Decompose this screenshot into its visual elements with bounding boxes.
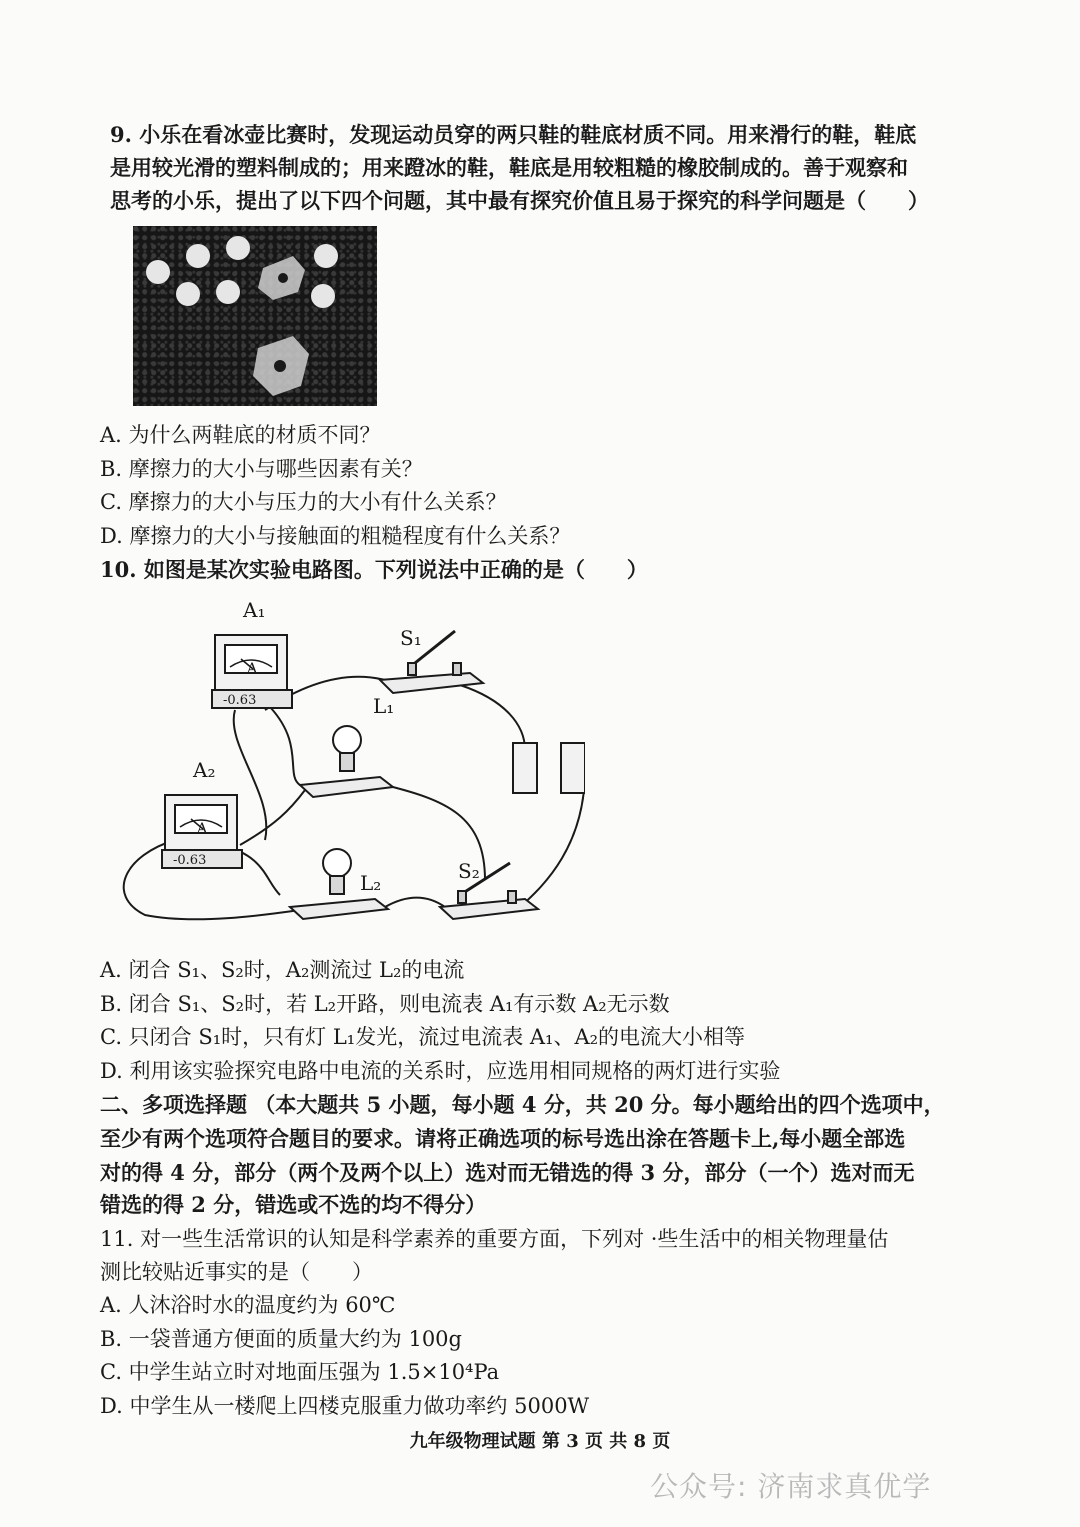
wire-s1-battery <box>460 685 525 750</box>
q11-option-c: C. 中学生站立时对地面压强为 1.5×10⁴Pa <box>100 1360 500 1384</box>
label-s1: S₁ <box>400 626 422 650</box>
section2-line-1: 二、多项选择题 （本大题共 5 小题，每小题 4 分，共 20 分。每小题给出的四个选项中， <box>100 1092 945 1117</box>
q9-option-b: B. 摩擦力的大小与哪些因素有关？ <box>100 457 423 481</box>
wire-l2-s2 <box>385 898 445 907</box>
page-footer: 九年级物理试题 第 3 页 共 8 页 <box>409 1431 671 1452</box>
label-a1: A₁ <box>243 598 266 622</box>
meter-a1-symbol: A <box>247 661 258 677</box>
q9-stem-line-1: 9. 小乐在看冰壶比赛时，发现运动员穿的两只鞋的鞋底材质不同。用来滑行的鞋，鞋底 <box>110 122 917 147</box>
section2-line-3: 对的得 4 分，部分（两个及两个以上）选对而无错选的得 3 分，部分（一个）选对而无 <box>100 1160 915 1185</box>
q10-option-c: C. 只闭合 S₁时，只有灯 L₁发光，流过电流表 A₁、A₂的电流大小相等 <box>100 1025 746 1049</box>
q11-option-b: B. 一袋普通方便面的质量大约为 100g <box>100 1327 462 1351</box>
q9-stem-line-3: 思考的小乐，提出了以下四个问题，其中最有探究价值且易于探究的科学问题是（ ） <box>110 188 929 213</box>
q11-stem-line-1: 11. 对一些生活常识的认知是科学素养的重要方面，下列对 ·些生活中的相关物理量估 <box>100 1227 889 1251</box>
q11-option-d: D. 中学生从一楼爬上四楼克服重力做功率约 5000W <box>100 1394 590 1418</box>
meter-a2-scale: -0.63 <box>173 853 207 868</box>
section2-line-4: 错选的得 2 分，错选或不选的均不得分） <box>100 1192 487 1217</box>
label-l1: L₁ <box>373 694 395 718</box>
wire-a1-a2 <box>234 710 267 840</box>
circuit-drawing <box>115 595 585 945</box>
q9-option-d: D. 摩擦力的大小与接触面的粗糙程度有什么关系？ <box>100 524 571 548</box>
label-l2: L₂ <box>360 871 382 895</box>
label-s2: S₂ <box>458 859 480 883</box>
q10-option-a: A. 闭合 S₁、S₂时，A₂测流过 L₂的电流 <box>100 958 465 982</box>
meter-a1-scale: -0.63 <box>223 693 257 708</box>
battery-pack <box>513 743 585 793</box>
q10-stem: 10. 如图是某次实验电路图。下列说法中正确的是（ ） <box>100 557 648 582</box>
watermark: 公众号: 济南求真优学 <box>650 1470 932 1503</box>
switch-s2 <box>440 863 538 919</box>
q9-option-c: C. 摩擦力的大小与压力的大小有什么关系？ <box>100 490 507 514</box>
wire-a2-l1 <box>240 790 305 845</box>
label-a2: A₂ <box>193 758 216 782</box>
curling-shoes-illustration <box>133 226 377 406</box>
q9-stem-line-2: 是用较光滑的塑料制成的；用来蹬冰的鞋，鞋底是用较粗糙的橡胶制成的。善于观察和 <box>110 155 908 180</box>
wire-a1-l1 <box>270 707 300 785</box>
switch-s1 <box>380 631 483 693</box>
curling-shoes-photo <box>133 226 377 406</box>
q9-option-a: A. 为什么两鞋底的材质不同？ <box>100 423 381 447</box>
q11-stem-line-2: 测比较贴近事实的是（ ） <box>100 1260 373 1284</box>
meter-a2-symbol: A <box>197 821 208 837</box>
q11-option-a: A. 人沐浴时水的温度约为 60℃ <box>100 1293 396 1317</box>
q10-option-d: D. 利用该实验探究电路中电流的关系时，应选用相同规格的两灯进行实验 <box>100 1059 781 1083</box>
circuit-diagram <box>115 595 585 945</box>
q10-option-b: B. 闭合 S₁、S₂时，若 L₂开路，则电流表 A₁有示数 A₂无示数 <box>100 992 670 1016</box>
lamp-l1 <box>300 726 393 797</box>
section2-line-2: 至少有两个选项符合题目的要求。请将正确选项的标号选出涂在答题卡上,每小题全部选 <box>100 1126 906 1151</box>
